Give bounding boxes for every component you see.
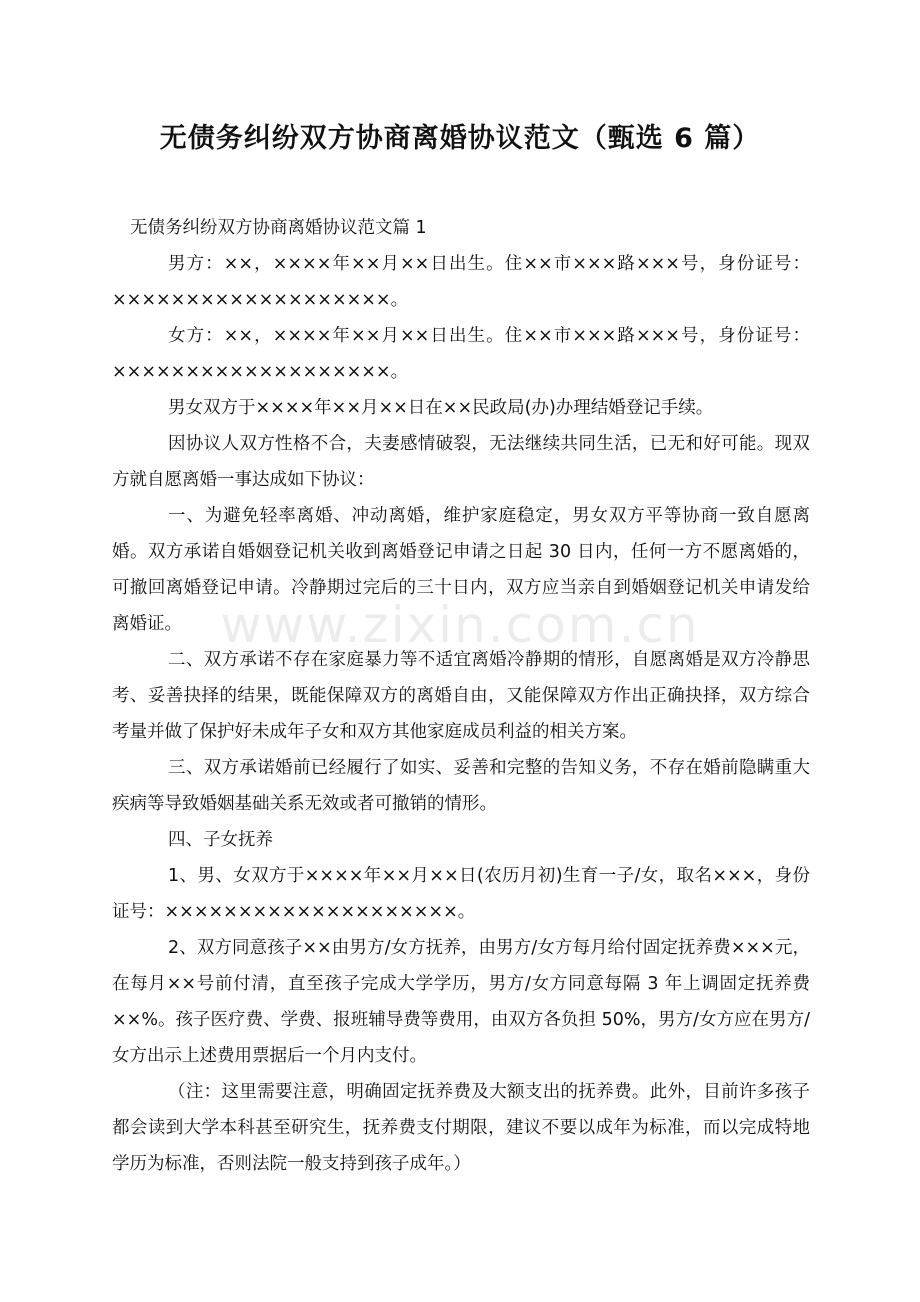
paragraph-husband-info: 男方：××，××××年××月××日出生。住××市×××路×××号，身份证号：×××××××××××××××××××。 bbox=[112, 254, 810, 310]
paragraph-child-birth: 1、男、女双方于××××年××月××日(农历月初)生育一子/女，取名×××，身份证号：××××××××××××××××××××。 bbox=[112, 866, 810, 922]
paragraph-clause-1: 一、为避免轻率离婚、冲动离婚，维护家庭稳定，男女双方平等协商一致自愿离婚。双方承诺自婚姻登记机关收到离婚登记申请之日起 30 日内，任何一方不愿离婚的，可撤回离婚登记申请。冷静期过完后的三十日内，双方应当亲自到婚姻登记机关申请发给离婚证。 bbox=[112, 506, 810, 634]
paragraph-clause-4-heading: 四、子女抚养 bbox=[168, 830, 273, 850]
paragraph-note: （注：这里需要注意，明确固定抚养费及大额支出的抚养费。此外，目前许多孩子都会读到大学本科甚至研究生，抚养费支付期限，建议不要以成年为标准，而以完成特地学历为标准，否则法院一般支持到孩子成年。） bbox=[112, 1082, 810, 1174]
document-title: 无债务纠纷双方协商离婚协议范文（甄选 6 篇） bbox=[159, 123, 761, 154]
paragraph-clause-3: 三、双方承诺婚前已经履行了如实、妥善和完整的告知义务，不存在婚前隐瞒重大疾病等导致婚姻基础关系无效或者可撤销的情形。 bbox=[112, 758, 810, 814]
paragraph-clause-2: 二、双方承诺不存在家庭暴力等不适宜离婚冷静期的情形，自愿离婚是双方冷静思考、妥善抉择的结果，既能保障双方的离婚自由，又能保障双方作出正确抉择，双方综合考量并做了保护好未成年子女和双方其他家庭成员利益的相关方案。 bbox=[112, 650, 810, 742]
paragraph-wife-info: 女方：××，××××年××月××日出生。住××市×××路×××号，身份证号：×××××××××××××××××××。 bbox=[112, 326, 810, 382]
document-body bbox=[112, 210, 810, 1182]
paragraph-child-support: 2、双方同意孩子××由男方/女方抚养，由男方/女方每月给付固定抚养费×××元，在每月××号前付清，直至孩子完成大学学历，男方/女方同意每隔 3 年上调固定抚养费××%。孩子医疗费、学费、报班辅导费等费用，由双方各负担 50%，男方/女方应在男方/女方出示上述费用票据后一个月内支付。 bbox=[112, 938, 810, 1066]
paragraph-reason: 因协议人双方性格不合，夫妻感情破裂，无法继续共同生活，已无和好可能。现双方就自愿离婚一事达成如下协议： bbox=[112, 434, 810, 490]
paragraph-marriage-registration: 男女双方于××××年××月××日在××民政局(办)办理结婚登记手续。 bbox=[168, 398, 714, 418]
section-heading: 无债务纠纷双方协商离婚协议范文篇 1 bbox=[130, 218, 427, 238]
watermark: www.zixin.com.cn bbox=[220, 596, 700, 654]
